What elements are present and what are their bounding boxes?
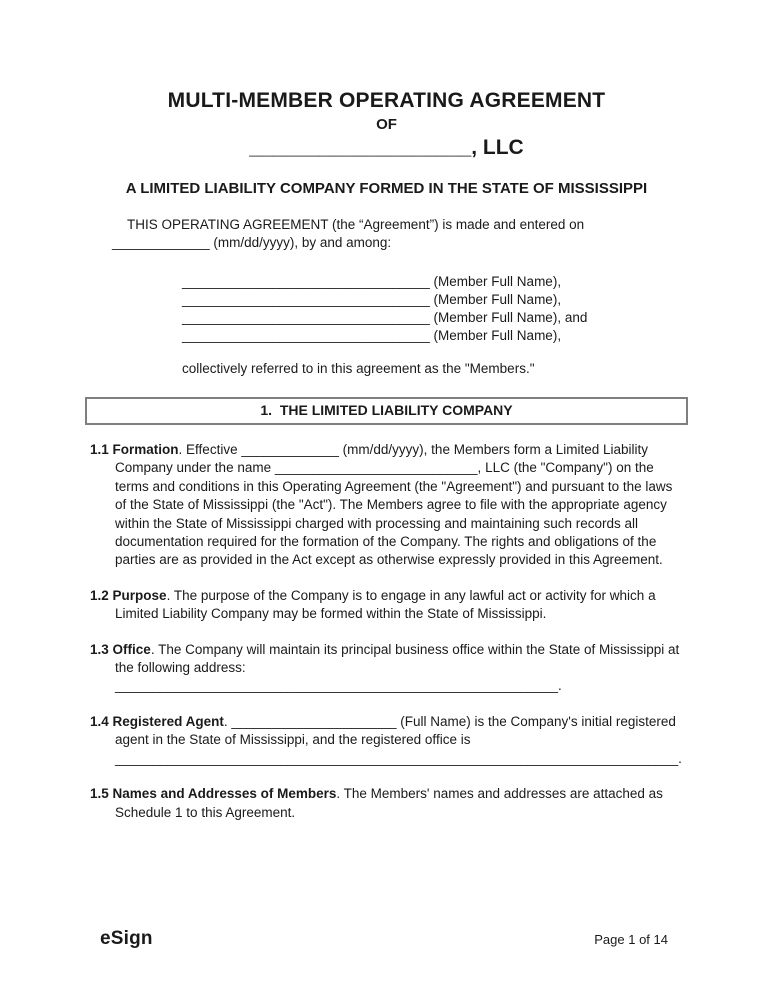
esign-logo: eSign <box>100 928 153 949</box>
clause-registered-agent <box>90 713 683 768</box>
member-line <box>182 327 683 345</box>
clause-text: . Effective _____________ (mm/dd/yyyy), the Members form a Limited Liability Company under the name ___________________________, LLC (the "Company") on the terms and conditions in this Operating Agreement (the "Agreement") and pursuant to the laws of the State of Mississippi (the "Act"). The Members agree to file with the appropriate agency within the State of Mississippi charged with processing and maintaining such records all documentation required for the formation of the Company. The rights and obligations of the parties are as provided in the Act except as otherwise expressly provided in this Agreement. <box>115 442 673 568</box>
clause-label: Registered Agent <box>112 713 224 729</box>
clause-number: 1.5 <box>90 786 109 802</box>
clause-text: . The purpose of the Company is to engage in any lawful act or activity for which a Limited Liability Company may be formed within the State of Mississippi. <box>115 587 656 622</box>
section-1-heading: 1. THE LIMITED LIABILITY COMPANY <box>85 397 688 425</box>
intro-line-1: THIS OPERATING AGREEMENT (the “Agreement”) is made and entered on <box>127 217 585 232</box>
document-subtitle: A LIMITED LIABILITY COMPANY FORMED IN THE STATE OF MISSISSIPPI <box>125 180 648 197</box>
section-1-items <box>90 441 683 822</box>
clause-names-addresses <box>90 785 683 822</box>
document-content <box>0 90 768 822</box>
member-name-label: (Member Full Name), and <box>433 310 588 325</box>
clause-text: . The Members' names and addresses are attached as Schedule 1 to this Agreement. <box>115 786 663 820</box>
collectively-paragraph: collectively referred to in this agreement as the "Members." <box>182 361 535 376</box>
intro-paragraph <box>112 216 683 252</box>
member-name-blank: _________________________________ <box>182 310 430 325</box>
company-name-blank: ___________________ <box>249 136 472 159</box>
clause-purpose <box>90 587 683 624</box>
company-name-suffix: , LLC <box>471 136 524 159</box>
clause-label: Purpose <box>112 587 167 603</box>
page-footer <box>0 928 768 950</box>
intro-line-2: _____________ (mm/dd/yyyy), by and among: <box>112 235 392 250</box>
clause-number: 1.4 <box>90 713 109 729</box>
member-name-blank: _________________________________ <box>182 292 430 307</box>
clause-formation <box>90 441 683 570</box>
document-title-of: OF <box>376 116 397 133</box>
member-name-lines <box>182 273 683 345</box>
clause-text: . The Company will maintain its principal business office within the State of Mississippi at the following address: ___________________________________________________________. <box>115 641 680 694</box>
clause-label: Names and Addresses of Members <box>112 786 337 802</box>
page-number: Page 1 of 14 <box>594 932 668 947</box>
document-title: MULTI-MEMBER OPERATING AGREEMENT <box>167 89 606 112</box>
clause-text: . ______________________ (Full Name) is the Company's initial registered agent in the State of Mississippi, and the registered office is ___________________________________________________________________________. <box>115 713 682 766</box>
member-line <box>182 309 683 327</box>
clause-label: Formation <box>112 442 179 457</box>
member-name-label: (Member Full Name), <box>433 328 562 343</box>
clause-number: 1.1 <box>90 442 109 457</box>
clause-number: 1.3 <box>90 641 109 657</box>
member-name-label: (Member Full Name), <box>433 292 562 307</box>
company-name-line <box>90 136 683 160</box>
member-name-blank: _________________________________ <box>182 328 430 343</box>
clause-office <box>90 641 683 696</box>
member-line <box>182 291 683 309</box>
clause-number: 1.2 <box>90 587 109 603</box>
member-line <box>182 273 683 291</box>
clause-label: Office <box>112 641 151 657</box>
member-name-blank: _________________________________ <box>182 274 430 289</box>
member-name-label: (Member Full Name), <box>433 274 562 289</box>
